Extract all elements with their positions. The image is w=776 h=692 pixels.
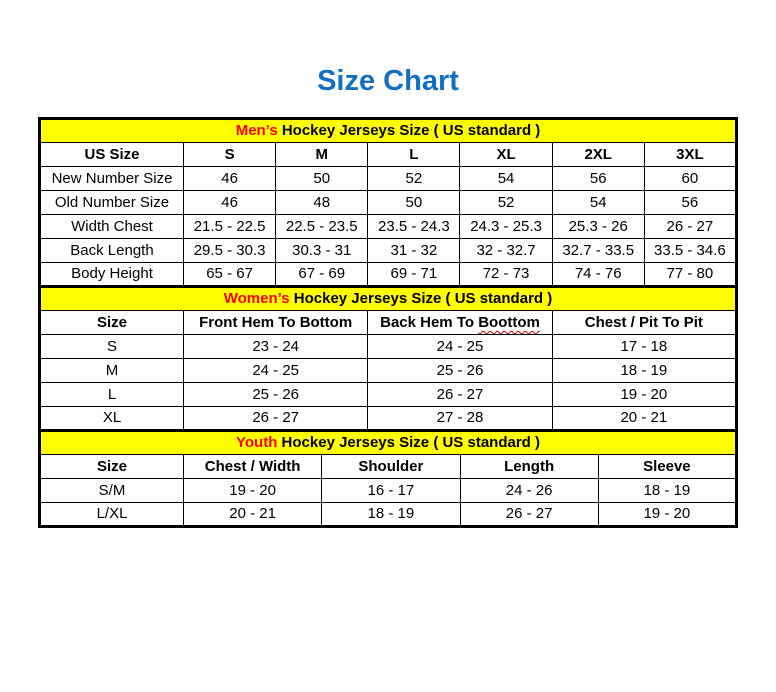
youth-column-header-row (40, 454, 737, 478)
table-row (40, 166, 737, 190)
cell: 19 - 20 (184, 478, 322, 502)
cell: 24 - 25 (368, 334, 552, 358)
column-header: Front Hem To Bottom (184, 310, 368, 334)
cell: 67 - 69 (276, 262, 368, 286)
column-header: Chest / Width (184, 454, 322, 478)
table-row (40, 190, 737, 214)
mens-title-highlight: Men’s (235, 122, 278, 140)
row-label: L/XL (40, 502, 184, 526)
table-row (40, 502, 737, 526)
column-header: 3XL (644, 142, 736, 166)
table-row (40, 406, 737, 430)
cell: 50 (368, 190, 460, 214)
column-header: 2XL (552, 142, 644, 166)
cell: 56 (552, 166, 644, 190)
cell: 31 - 32 (368, 238, 460, 262)
table-row (40, 334, 737, 358)
misspelled-word: Boottom (478, 313, 540, 331)
cell: 32 - 32.7 (460, 238, 552, 262)
table-row (40, 214, 737, 238)
mens-column-header-row (40, 142, 737, 166)
table-row (40, 262, 737, 286)
row-label: Width Chest (40, 214, 184, 238)
column-header: M (276, 142, 368, 166)
cell: 24 - 26 (460, 478, 598, 502)
cell: 22.5 - 23.5 (276, 214, 368, 238)
column-header: Shoulder (322, 454, 460, 478)
cell: 32.7 - 33.5 (552, 238, 644, 262)
cell: 26 - 27 (368, 382, 552, 406)
column-header: L (368, 142, 460, 166)
size-chart-tables (38, 117, 738, 528)
column-header: S (184, 142, 276, 166)
column-header: Chest / Pit To Pit (552, 310, 736, 334)
cell: 27 - 28 (368, 406, 552, 430)
cell: 23 - 24 (184, 334, 368, 358)
youth-section-header-row (40, 430, 737, 454)
cell: 25 - 26 (184, 382, 368, 406)
column-header: Sleeve (598, 454, 736, 478)
cell: 69 - 71 (368, 262, 460, 286)
cell: 72 - 73 (460, 262, 552, 286)
cell: 18 - 19 (598, 478, 736, 502)
cell: 77 - 80 (644, 262, 736, 286)
column-header: Size (40, 454, 184, 478)
womens-title-highlight: Women’s (223, 290, 290, 308)
row-label: Old Number Size (40, 190, 184, 214)
cell: 65 - 67 (184, 262, 276, 286)
cell: 33.5 - 34.6 (644, 238, 736, 262)
cell: 74 - 76 (552, 262, 644, 286)
cell: 54 (460, 166, 552, 190)
cell: 26 - 27 (460, 502, 598, 526)
table-row (40, 382, 737, 406)
row-label: XL (40, 406, 184, 430)
row-label: S (40, 334, 184, 358)
cell: 50 (276, 166, 368, 190)
column-header: Length (460, 454, 598, 478)
cell: 23.5 - 24.3 (368, 214, 460, 238)
cell: 20 - 21 (184, 502, 322, 526)
column-header: Back Hem To Boottom (368, 310, 552, 334)
cell: 21.5 - 22.5 (184, 214, 276, 238)
mens-section-header-row (40, 118, 737, 142)
table-row (40, 238, 737, 262)
table-row (40, 358, 737, 382)
cell: 24.3 - 25.3 (460, 214, 552, 238)
youth-table (38, 429, 738, 528)
womens-table (38, 285, 738, 432)
column-header: XL (460, 142, 552, 166)
cell: 18 - 19 (552, 358, 736, 382)
mens-table (38, 117, 738, 288)
cell: 19 - 20 (552, 382, 736, 406)
cell: 24 - 25 (184, 358, 368, 382)
cell: 18 - 19 (322, 502, 460, 526)
row-label: New Number Size (40, 166, 184, 190)
column-header: Size (40, 310, 184, 334)
cell: 20 - 21 (552, 406, 736, 430)
youth-section-title: Youth Hockey Jerseys Size ( US standard ) (40, 430, 737, 454)
cell: 26 - 27 (644, 214, 736, 238)
mens-section-title: Men’s Hockey Jerseys Size ( US standard ) (40, 118, 737, 142)
cell: 26 - 27 (184, 406, 368, 430)
cell: 46 (184, 166, 276, 190)
cell: 17 - 18 (552, 334, 736, 358)
row-label: S/M (40, 478, 184, 502)
cell: 19 - 20 (598, 502, 736, 526)
row-label: L (40, 382, 184, 406)
cell: 16 - 17 (322, 478, 460, 502)
cell: 25 - 26 (368, 358, 552, 382)
youth-title-highlight: Youth (236, 434, 278, 452)
cell: 30.3 - 31 (276, 238, 368, 262)
womens-section-header-row (40, 286, 737, 310)
cell: 25.3 - 26 (552, 214, 644, 238)
page-title: Size Chart (317, 65, 459, 97)
row-label: Back Length (40, 238, 184, 262)
cell: 54 (552, 190, 644, 214)
row-label: Body Height (40, 262, 184, 286)
womens-column-header-row (40, 310, 737, 334)
column-header: US Size (40, 142, 184, 166)
cell: 52 (368, 166, 460, 190)
table-row (40, 478, 737, 502)
cell: 46 (184, 190, 276, 214)
cell: 52 (460, 190, 552, 214)
row-label: M (40, 358, 184, 382)
cell: 29.5 - 30.3 (184, 238, 276, 262)
cell: 56 (644, 190, 736, 214)
womens-section-title: Women’s Hockey Jerseys Size ( US standard ) (40, 286, 737, 310)
cell: 60 (644, 166, 736, 190)
cell: 48 (276, 190, 368, 214)
